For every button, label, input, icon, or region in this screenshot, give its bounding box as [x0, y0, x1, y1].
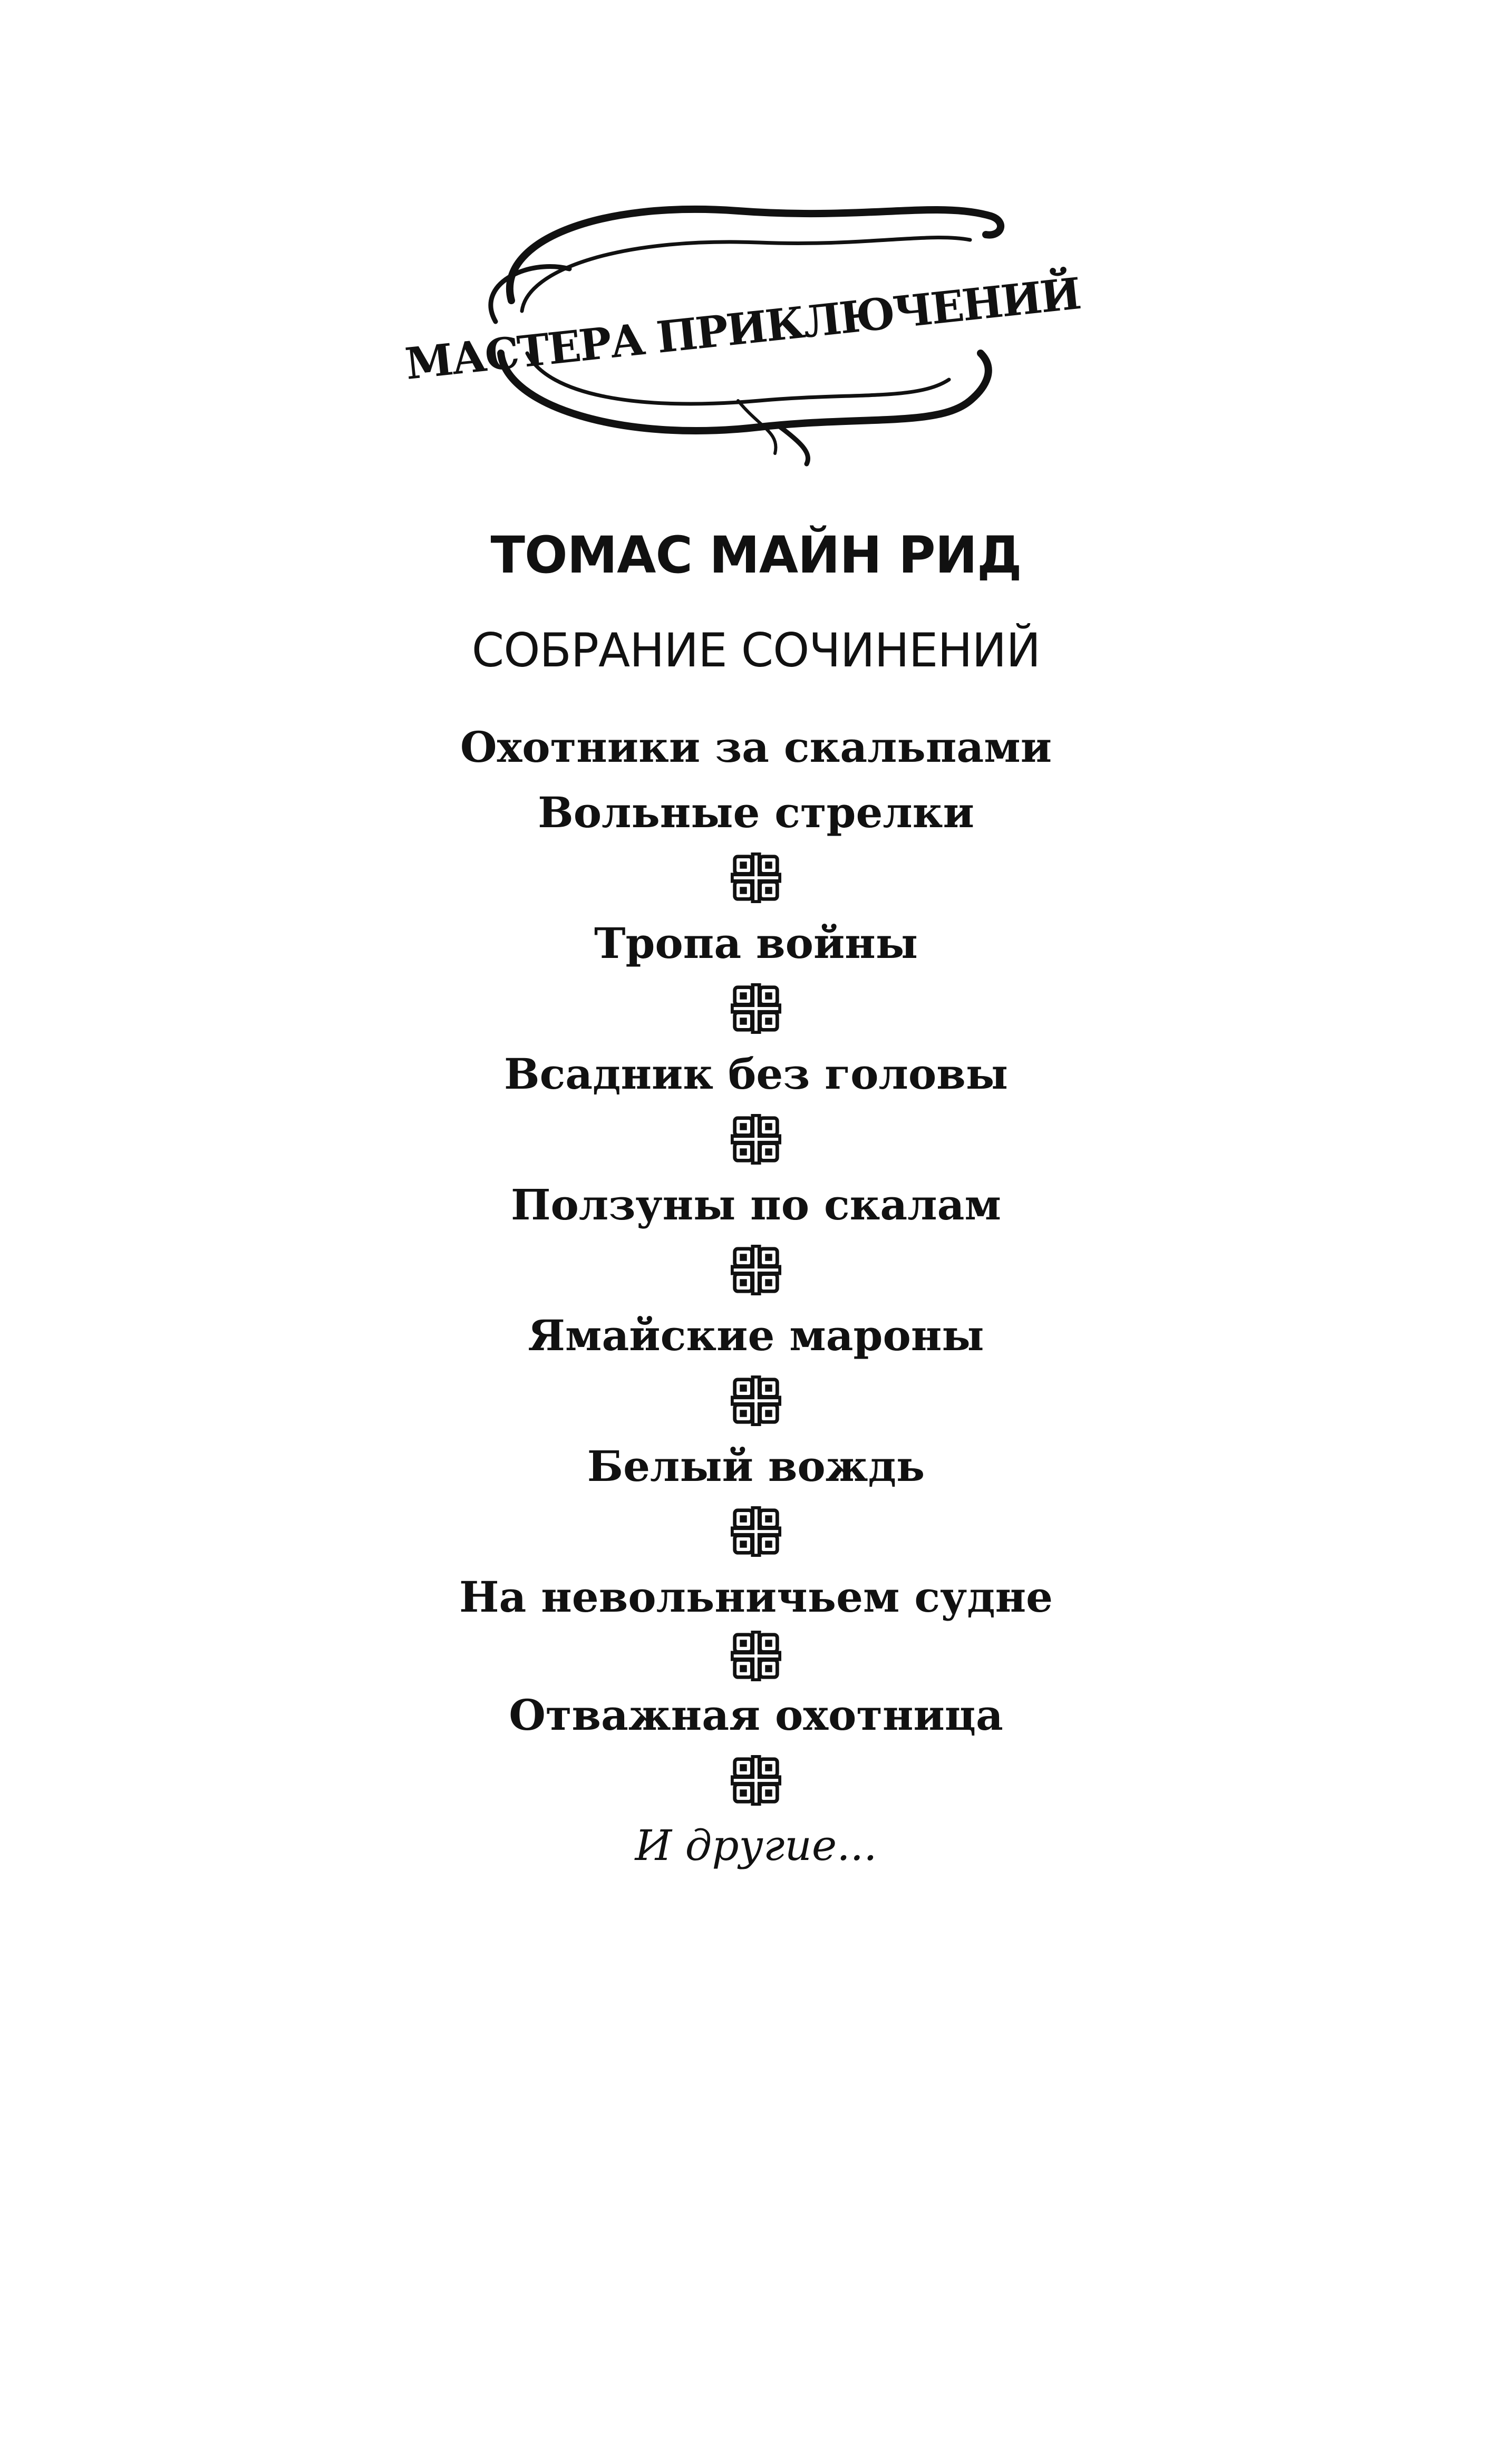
celtic-cross-ornament-icon	[731, 982, 781, 1035]
celtic-cross-ornament-icon	[731, 1505, 781, 1558]
book-title: Белый вождь	[587, 1441, 925, 1491]
celtic-cross-ornament-icon	[731, 1754, 781, 1807]
celtic-cross-ornament-icon	[731, 1630, 781, 1682]
book-title: Всадник без головы	[503, 1049, 1009, 1099]
collection-title: СОБРАНИЕ СОЧИНЕНИЙ	[471, 623, 1041, 677]
series-logo-graphic	[403, 179, 1082, 464]
book-title: Отважная охотница	[509, 1690, 1003, 1740]
book-title: Ямайские мароны	[528, 1311, 984, 1360]
author-name: ТОМАС МАЙН РИД	[490, 526, 1022, 585]
book-title: На невольничьем судне	[459, 1572, 1053, 1622]
series-logo	[403, 179, 1082, 464]
book-title: Охотники за скальпами	[460, 722, 1052, 772]
book-title: Вольные стрелки	[538, 788, 974, 837]
and-others-note: И другие...	[635, 1821, 877, 1870]
celtic-cross-ornament-icon	[731, 851, 781, 904]
series-logo-text: МАСТЕРА ПРИКЛЮЧЕНИЙ	[403, 268, 1082, 390]
celtic-cross-ornament-icon	[731, 1374, 781, 1427]
celtic-cross-ornament-icon	[731, 1113, 781, 1166]
titles-list	[0, 714, 1512, 1878]
book-title: Тропа войны	[594, 918, 918, 968]
book-title: Ползуны по скалам	[511, 1180, 1001, 1229]
celtic-cross-ornament-icon	[731, 1244, 781, 1296]
